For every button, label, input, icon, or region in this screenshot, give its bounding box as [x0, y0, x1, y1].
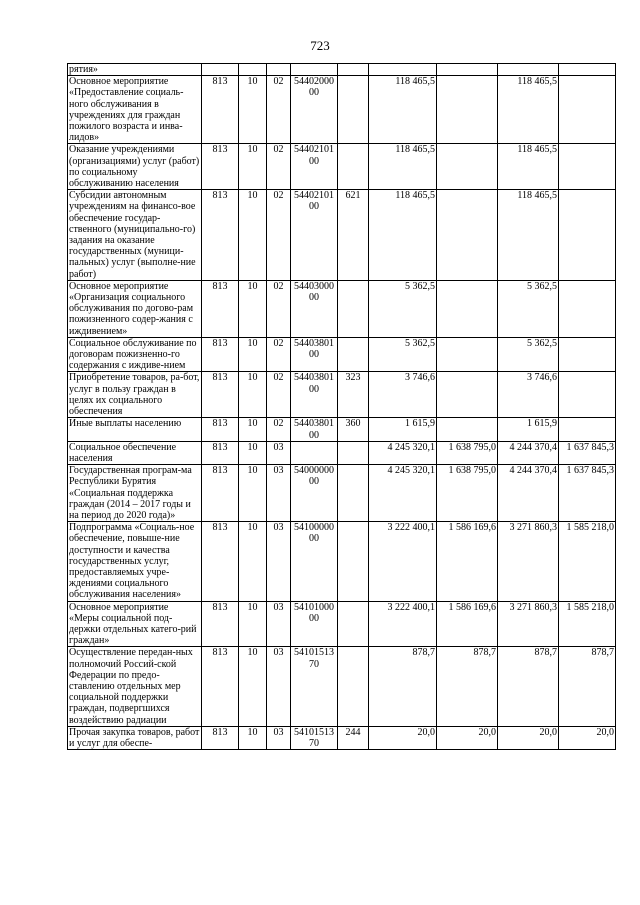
row-section: 10 — [239, 372, 267, 418]
row-sum-3: 5 362,5 — [498, 280, 559, 337]
row-name: Приобретение товаров, ра-бот, услуг в пользу граждан в целях их социального обеспечения — [68, 372, 202, 418]
row-admin-code: 813 — [202, 522, 239, 601]
row-sum-3: 3 271 860,3 — [498, 601, 559, 647]
row-sum-4: 20,0 — [559, 726, 616, 749]
row-sum-1: 5 362,5 — [369, 280, 437, 337]
row-sum-4: 1 637 845,3 — [559, 441, 616, 464]
row-name: Социальное обслуживание по договорам пожизненно-го содержания с иждиве-нием — [68, 337, 202, 372]
row-section: 10 — [239, 522, 267, 601]
row-expense-type — [338, 647, 369, 726]
row-section — [239, 64, 267, 76]
row-expense-type: 621 — [338, 190, 369, 281]
row-sum-3: 3 271 860,3 — [498, 522, 559, 601]
row-admin-code: 813 — [202, 418, 239, 441]
row-target-article: 54402101 00 — [291, 144, 338, 190]
row-name: рятия» — [68, 64, 202, 76]
row-sum-3: 118 465,5 — [498, 76, 559, 144]
row-sum-3: 3 746,6 — [498, 372, 559, 418]
row-admin-code — [202, 64, 239, 76]
row-name: Субсидии автономным учреждениям на финансо-вое обеспечение государ-ственного (муниципально-го) задания на оказание государственных (муници-пальных) услуг (выполне-ние работ) — [68, 190, 202, 281]
row-section: 10 — [239, 441, 267, 464]
row-sum-2: 20,0 — [437, 726, 498, 749]
row-sum-4: 878,7 — [559, 647, 616, 726]
row-sum-4 — [559, 280, 616, 337]
row-sum-1: 118 465,5 — [369, 190, 437, 281]
row-sum-4 — [559, 64, 616, 76]
row-admin-code: 813 — [202, 465, 239, 522]
row-sum-2 — [437, 64, 498, 76]
row-name: Основное мероприятие «Предоставление социаль-ного обслуживания в учреждениях для граждан пожилого возраста и инва-лидов» — [68, 76, 202, 144]
row-subsection: 02 — [267, 372, 291, 418]
row-expense-type: 244 — [338, 726, 369, 749]
row-subsection: 03 — [267, 522, 291, 601]
row-target-article: 54402000 00 — [291, 76, 338, 144]
table-row — [68, 647, 616, 726]
row-expense-type — [338, 144, 369, 190]
row-expense-type — [338, 64, 369, 76]
row-sum-1: 4 245 320,1 — [369, 441, 437, 464]
row-target-article — [291, 441, 338, 464]
row-sum-3: 4 244 370,4 — [498, 441, 559, 464]
row-subsection: 03 — [267, 601, 291, 647]
row-sum-3 — [498, 64, 559, 76]
row-sum-2 — [437, 144, 498, 190]
row-admin-code: 813 — [202, 144, 239, 190]
row-sum-4 — [559, 372, 616, 418]
row-sum-4: 1 585 218,0 — [559, 601, 616, 647]
row-sum-1: 118 465,5 — [369, 76, 437, 144]
row-sum-2: 1 586 169,6 — [437, 522, 498, 601]
row-subsection: 03 — [267, 726, 291, 749]
row-sum-1: 3 222 400,1 — [369, 601, 437, 647]
row-admin-code: 813 — [202, 601, 239, 647]
row-section: 10 — [239, 418, 267, 441]
row-section: 10 — [239, 465, 267, 522]
row-admin-code: 813 — [202, 647, 239, 726]
row-name: Социальное обеспечение населения — [68, 441, 202, 464]
row-subsection: 02 — [267, 280, 291, 337]
row-sum-3: 118 465,5 — [498, 190, 559, 281]
row-admin-code: 813 — [202, 441, 239, 464]
row-section: 10 — [239, 280, 267, 337]
row-target-article: 54101513 70 — [291, 647, 338, 726]
row-sum-3: 118 465,5 — [498, 144, 559, 190]
row-section: 10 — [239, 190, 267, 281]
row-sum-1: 4 245 320,1 — [369, 465, 437, 522]
row-sum-1: 3 222 400,1 — [369, 522, 437, 601]
row-sum-3: 20,0 — [498, 726, 559, 749]
row-section: 10 — [239, 647, 267, 726]
row-section: 10 — [239, 337, 267, 372]
page-number: 723 — [310, 38, 330, 53]
row-subsection: 02 — [267, 337, 291, 372]
table-row — [68, 144, 616, 190]
row-sum-1: 3 746,6 — [369, 372, 437, 418]
row-sum-2 — [437, 280, 498, 337]
row-section: 10 — [239, 144, 267, 190]
row-sum-1: 878,7 — [369, 647, 437, 726]
row-subsection: 02 — [267, 144, 291, 190]
row-sum-4 — [559, 76, 616, 144]
row-expense-type — [338, 465, 369, 522]
row-sum-3: 4 244 370,4 — [498, 465, 559, 522]
table-row — [68, 522, 616, 601]
table-row — [68, 465, 616, 522]
row-sum-1: 118 465,5 — [369, 144, 437, 190]
row-target-article: 54403801 00 — [291, 372, 338, 418]
row-subsection: 03 — [267, 465, 291, 522]
row-sum-1: 1 615,9 — [369, 418, 437, 441]
row-sum-4: 1 585 218,0 — [559, 522, 616, 601]
row-target-article: 54402101 00 — [291, 190, 338, 281]
row-target-article: 54403801 00 — [291, 337, 338, 372]
row-sum-2: 1 586 169,6 — [437, 601, 498, 647]
row-sum-4 — [559, 337, 616, 372]
row-sum-1: 20,0 — [369, 726, 437, 749]
row-expense-type — [338, 522, 369, 601]
row-sum-1 — [369, 64, 437, 76]
row-subsection: 03 — [267, 441, 291, 464]
row-admin-code: 813 — [202, 337, 239, 372]
table-row — [68, 280, 616, 337]
row-expense-type — [338, 280, 369, 337]
row-section: 10 — [239, 76, 267, 144]
row-sum-2 — [437, 190, 498, 281]
row-name: Основное мероприятие «Организация социального обслуживания по догово-рам пожизненного содер-жания с иждивением» — [68, 280, 202, 337]
row-target-article: 54101513 70 — [291, 726, 338, 749]
row-subsection: 03 — [267, 647, 291, 726]
table-row — [68, 601, 616, 647]
row-expense-type — [338, 601, 369, 647]
row-section: 10 — [239, 726, 267, 749]
row-sum-1: 5 362,5 — [369, 337, 437, 372]
table-row — [68, 337, 616, 372]
row-sum-4: 1 637 845,3 — [559, 465, 616, 522]
row-target-article: 54000000 00 — [291, 465, 338, 522]
row-name: Иные выплаты населению — [68, 418, 202, 441]
row-admin-code: 813 — [202, 372, 239, 418]
table-row — [68, 76, 616, 144]
row-section: 10 — [239, 601, 267, 647]
row-name: Государственная програм-ма Республики Бурятия «Социальная поддержка граждан (2014 – 2017 годы и на период до 2020 года)» — [68, 465, 202, 522]
row-sum-2 — [437, 418, 498, 441]
row-sum-2 — [437, 76, 498, 144]
row-sum-2: 1 638 795,0 — [437, 441, 498, 464]
row-sum-4 — [559, 144, 616, 190]
row-expense-type — [338, 76, 369, 144]
budget-table — [67, 63, 616, 750]
table-row — [68, 418, 616, 441]
row-expense-type — [338, 441, 369, 464]
row-sum-3: 1 615,9 — [498, 418, 559, 441]
row-sum-4 — [559, 418, 616, 441]
row-target-article: 54403000 00 — [291, 280, 338, 337]
row-admin-code: 813 — [202, 280, 239, 337]
row-admin-code: 813 — [202, 190, 239, 281]
row-target-article: 54403801 00 — [291, 418, 338, 441]
row-name: Основное мероприятие «Меры социальной под-держки отдельных катего-рий граждан» — [68, 601, 202, 647]
row-sum-3: 5 362,5 — [498, 337, 559, 372]
row-name: Оказание учреждениями (организациями) услуг (работ) по социальному обслуживанию населения — [68, 144, 202, 190]
row-admin-code: 813 — [202, 726, 239, 749]
row-target-article — [291, 64, 338, 76]
row-sum-2: 878,7 — [437, 647, 498, 726]
row-subsection: 02 — [267, 190, 291, 281]
row-subsection — [267, 64, 291, 76]
row-target-article: 54101000 00 — [291, 601, 338, 647]
row-admin-code: 813 — [202, 76, 239, 144]
row-target-article: 54100000 00 — [291, 522, 338, 601]
row-sum-2 — [437, 337, 498, 372]
row-name: Осуществление передан-ных полномочий Россий-ской Федерации по предо-ставлению отдельных мер социальной поддержки граждан, подвергшихся воздействию радиации — [68, 647, 202, 726]
row-sum-4 — [559, 190, 616, 281]
row-name: Прочая закупка товаров, работ и услуг для обеспе- — [68, 726, 202, 749]
table-row — [68, 441, 616, 464]
row-expense-type: 360 — [338, 418, 369, 441]
table-row — [68, 190, 616, 281]
row-sum-2: 1 638 795,0 — [437, 465, 498, 522]
table-row — [68, 372, 616, 418]
row-expense-type: 323 — [338, 372, 369, 418]
row-subsection: 02 — [267, 418, 291, 441]
row-sum-3: 878,7 — [498, 647, 559, 726]
row-subsection: 02 — [267, 76, 291, 144]
row-expense-type — [338, 337, 369, 372]
table-row — [68, 64, 616, 76]
row-sum-2 — [437, 372, 498, 418]
table-row — [68, 726, 616, 749]
row-name: Подпрограмма «Социаль-ное обеспечение, повыше-ние доступности и качества государственных услуг, предоставляемых учре-ждениями социального обслуживания населения» — [68, 522, 202, 601]
